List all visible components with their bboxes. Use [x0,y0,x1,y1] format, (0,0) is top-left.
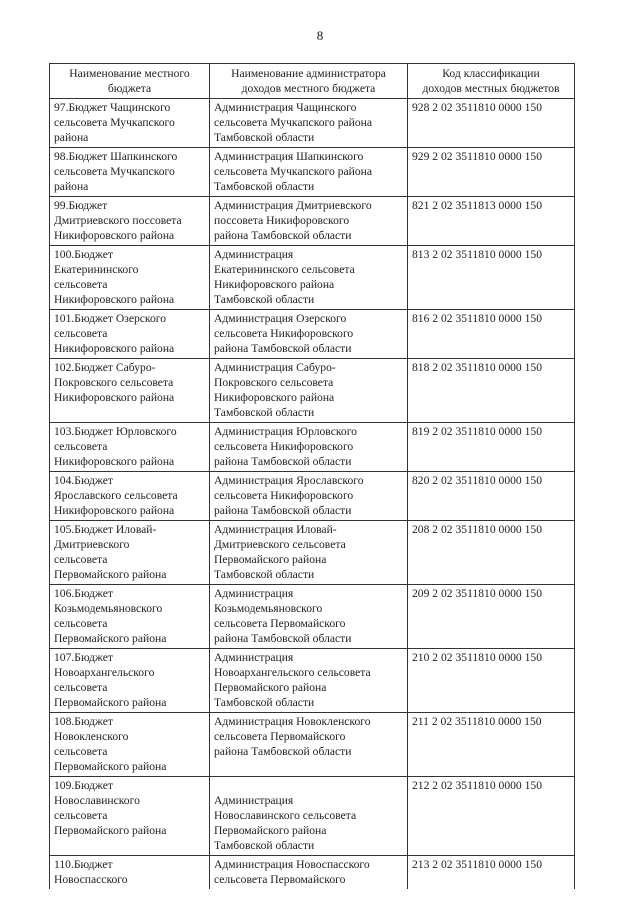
table-row [50,148,575,197]
header-administrator-name: Наименование администратора доходов местного бюджета [210,64,408,99]
budget-name-cell: 102.Бюджет Сабуро- Покровского сельсовета Никифоровского района [50,359,210,423]
administrator-name-cell: Администрация Чащинского сельсовета Мучкапского района Тамбовской области [210,99,408,148]
classification-code-cell: 813 2 02 3511810 0000 150 [408,246,575,310]
table-row [50,713,575,777]
budget-name-cell: 110.Бюджет Новоспасского [50,856,210,890]
administrator-name-cell: Администрация Юрловского сельсовета Никифоровского района Тамбовской области [210,423,408,472]
budget-classification-table [49,63,575,889]
classification-code-cell: 208 2 02 3511810 0000 150 [408,521,575,585]
table-row [50,359,575,423]
administrator-name-cell: Администрация Шапкинского сельсовета Мучкапского района Тамбовской области [210,148,408,197]
classification-code-cell: 209 2 02 3511810 0000 150 [408,585,575,649]
classification-code-cell: 816 2 02 3511810 0000 150 [408,310,575,359]
table-row [50,649,575,713]
page-number: 8 [316,28,324,43]
table-row [50,99,575,148]
table-row [50,310,575,359]
administrator-name-cell: Администрация Козьмодемьяновского сельсовета Первомайского района Тамбовской области [210,585,408,649]
table-row [50,585,575,649]
classification-code-cell: 211 2 02 3511810 0000 150 [408,713,575,777]
budget-name-cell: 109.Бюджет Новославинского сельсовета Первомайского района [50,777,210,856]
administrator-name-cell: Администрация Иловай- Дмитриевского сельсовета Первомайского района Тамбовской области [210,521,408,585]
administrator-name-cell: Администрация Озерского сельсовета Никифоровского района Тамбовской области [210,310,408,359]
budget-name-cell: 108.Бюджет Новокленского сельсовета Первомайского района [50,713,210,777]
classification-code-cell: 819 2 02 3511810 0000 150 [408,423,575,472]
administrator-name-cell: Администрация Екатерининского сельсовета Никифоровского района Тамбовской области [210,246,408,310]
classification-code-cell: 212 2 02 3511810 0000 150 [408,777,575,856]
budget-name-cell: 99.Бюджет Дмитриевского поссовета Никифоровского района [50,197,210,246]
table-row [50,856,575,890]
header-budget-name: Наименование местного бюджета [50,64,210,99]
table-row [50,521,575,585]
classification-code-cell: 213 2 02 3511810 0000 150 [408,856,575,890]
budget-name-cell: 105.Бюджет Иловай- Дмитриевского сельсовета Первомайского района [50,521,210,585]
administrator-name-cell: Администрация Ярославского сельсовета Никифоровского района Тамбовской области [210,472,408,521]
budget-name-cell: 106.Бюджет Козьмодемьяновского сельсовета Первомайского района [50,585,210,649]
budget-name-cell: 100.Бюджет Екатерининского сельсовета Никифоровского района [50,246,210,310]
budget-name-cell: 97.Бюджет Чащинского сельсовета Мучкапского района [50,99,210,148]
classification-code-cell: 821 2 02 3511813 0000 150 [408,197,575,246]
budget-name-cell: 107.Бюджет Новоархангельского сельсовета Первомайского района [50,649,210,713]
administrator-name-cell: Администрация Дмитриевского поссовета Никифоровского района Тамбовской области [210,197,408,246]
classification-code-cell: 818 2 02 3511810 0000 150 [408,359,575,423]
classification-code-cell: 210 2 02 3511810 0000 150 [408,649,575,713]
classification-code-cell: 929 2 02 3511810 0000 150 [408,148,575,197]
table-row [50,246,575,310]
table-body [50,99,575,890]
table-header-row [50,64,575,99]
budget-name-cell: 104.Бюджет Ярославского сельсовета Никифоровского района [50,472,210,521]
administrator-name-cell: Администрация Новоархангельского сельсовета Первомайского района Тамбовской области [210,649,408,713]
administrator-name-cell: Администрация Сабуро- Покровского сельсовета Никифоровского района Тамбовской области [210,359,408,423]
administrator-name-cell: Администрация Новоспасского сельсовета Первомайского [210,856,408,890]
classification-code-cell: 820 2 02 3511810 0000 150 [408,472,575,521]
administrator-name-cell: Администрация Новокленского сельсовета Первомайского района Тамбовской области [210,713,408,777]
budget-name-cell: 103.Бюджет Юрловского сельсовета Никифоровского района [50,423,210,472]
budget-name-cell: 98.Бюджет Шапкинского сельсовета Мучкапского района [50,148,210,197]
table-row [50,197,575,246]
classification-code-cell: 928 2 02 3511810 0000 150 [408,99,575,148]
header-classification-code: Код классификации доходов местных бюджетов [408,64,575,99]
table-row [50,472,575,521]
budget-name-cell: 101.Бюджет Озерского сельсовета Никифоровского района [50,310,210,359]
table-row [50,777,575,856]
table-row [50,423,575,472]
administrator-name-cell: Администрация Новославинского сельсовета Первомайского района Тамбовской области [210,777,408,856]
